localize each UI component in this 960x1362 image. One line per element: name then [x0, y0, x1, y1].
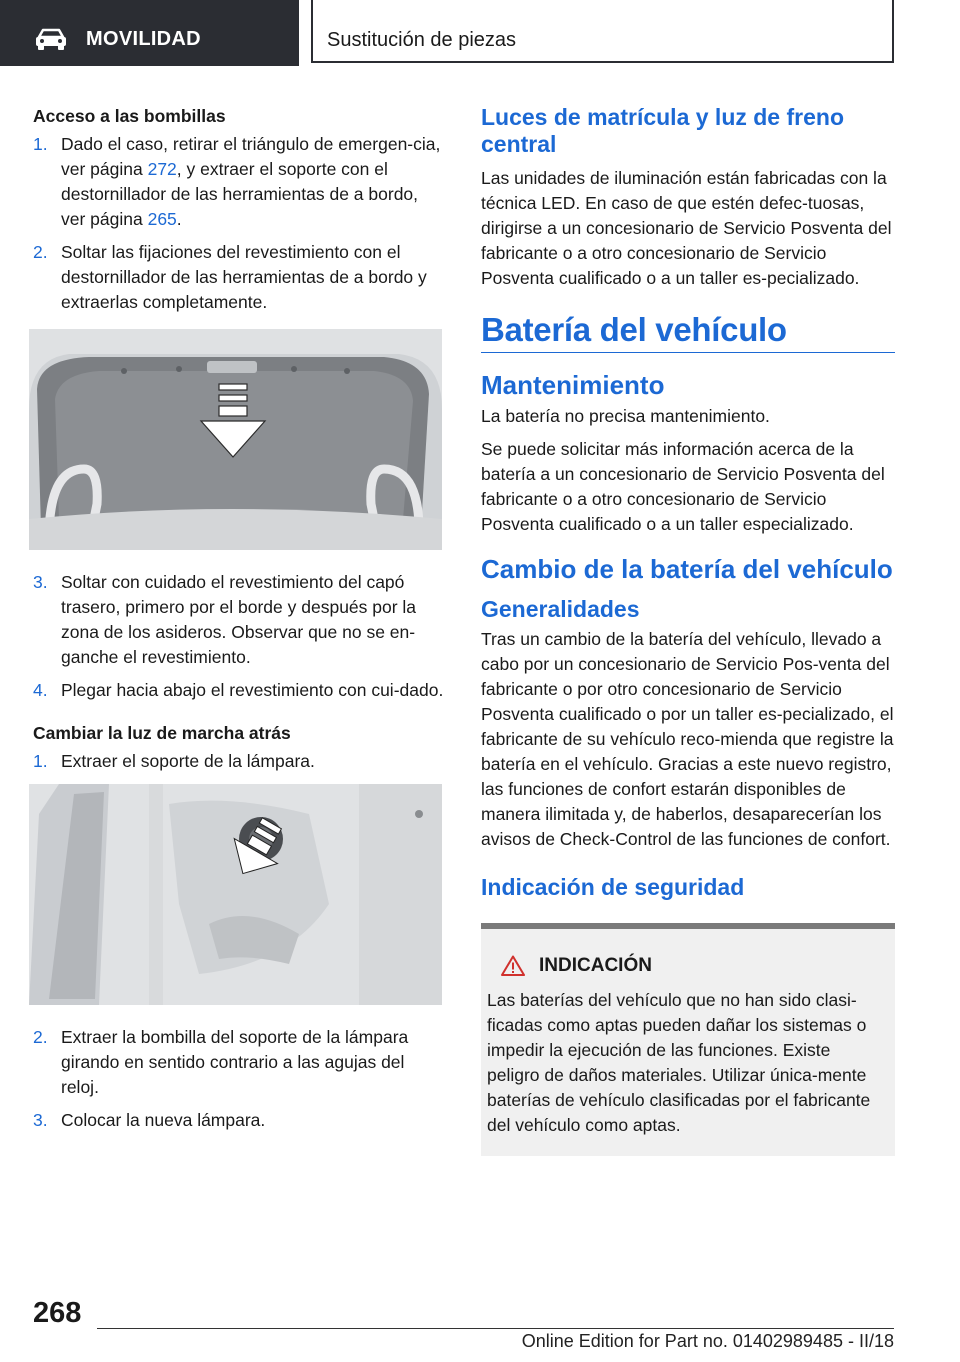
- step-text: .: [176, 209, 182, 229]
- notice-box: [481, 923, 895, 1156]
- section-header: [0, 0, 299, 66]
- step-text: Soltar las fijaciones del revestimiento con el destornillador de las herramientas de a bordo y extraerlas completamente.: [61, 242, 427, 312]
- step-text: Extraer el soporte de la lámpara.: [61, 751, 315, 771]
- notice-text: Las baterías del vehículo que no han sido clasi-ficadas como aptas pueden dañar los sistemas o impedir la ejecución de las funciones. Existe peligro de daños materiales. Utilizar única-mente baterías de vehículo clasificadas por el fabricante del vehículo como aptas.: [487, 990, 871, 1135]
- subsection-title: Sustitución de piezas: [327, 29, 517, 51]
- step-number: 3.: [33, 572, 48, 592]
- maintenance-text-2: Se puede solicitar más información acerca de la batería a un concesionario de Servicio Posventa del fabricante o a otro concesionario de Servicio Posventa cualificado o a un taller especializado.: [481, 439, 885, 534]
- list-item: [33, 240, 446, 315]
- left-column: [33, 104, 446, 1141]
- step-text: Colocar la nueva lámpara.: [61, 1110, 266, 1130]
- step-number: 1.: [33, 751, 48, 771]
- step-number: 2.: [33, 242, 48, 262]
- battery-title: Batería del vehículo: [481, 317, 895, 353]
- trunk-lid-illustration: [29, 329, 442, 550]
- warning-triangle-icon: [501, 955, 525, 976]
- steps-list: [33, 570, 446, 703]
- step-text: Soltar con cuidado el revestimiento del capó trasero, primero por el borde y después por la zona de los asideros. Observar que no se en-ganche el revestimiento.: [61, 572, 417, 667]
- lamp-holder-illustration: [29, 784, 442, 1005]
- subsection-header: [311, 0, 894, 63]
- step-text: Extraer la bombilla del soporte de la lámpara girando en sentido contrario a las agujas del reloj.: [61, 1027, 409, 1097]
- safety-title: Indicación de seguridad: [481, 874, 745, 900]
- page-link-265[interactable]: 265: [147, 209, 177, 229]
- edition-note: Online Edition for Part no. 01402989485 - II/18: [521, 1331, 894, 1351]
- step-text: Plegar hacia abajo el revestimiento con cui-dado.: [61, 680, 444, 700]
- list-item: [33, 132, 446, 232]
- car-front-icon: [34, 28, 68, 50]
- step-number: 4.: [33, 680, 48, 700]
- steps-list: [33, 132, 446, 315]
- list-item: [33, 749, 446, 774]
- plate-lights-text: Las unidades de iluminación están fabricadas con la técnica LED. En caso de que estén defec-tuosas, dirigirse a un concesionario de Servicio Posventa del fabricante o a otro concesionario de Servicio Posventa cualificado o a un taller es-pecializado.: [481, 168, 892, 288]
- list-item: [33, 1025, 446, 1100]
- steps-list: [33, 1025, 446, 1133]
- general-text: Tras un cambio de la batería del vehículo, llevado a cabo por un concesionario de Servicio Pos-venta del fabricante o por otro concesionario de Servicio Posventa cualificado o por un taller es-pecializado, el fabricante de su vehículo reco-mienda que registre la batería en el vehículo. Gracias a este nuevo registro, las funciones de confort estarán disponibles de manera ilimitada y, de haberlos, desaparecerían los avisos de Check-Control de las funciones de confort.: [481, 629, 894, 849]
- notice-heading: [501, 953, 885, 978]
- plate-lights-title: Luces de matrícula y luz de freno central: [481, 104, 844, 157]
- list-item: [33, 1108, 446, 1133]
- general-title: Generalidades: [481, 596, 640, 622]
- reverse-light-title: Cambiar la luz de marcha atrás: [33, 723, 291, 743]
- section-title: MOVILIDAD: [86, 28, 201, 50]
- page-number: 268: [33, 1297, 82, 1329]
- step-text: , y extraer el soporte con el destornillador de las herramientas de a bordo, ver página: [61, 159, 419, 229]
- step-number: 2.: [33, 1027, 48, 1047]
- footer-rule: [97, 1328, 894, 1329]
- access-title: Acceso a las bombillas: [33, 106, 226, 126]
- step-text: Dado el caso, retirar el triángulo de emergen-cia, ver página: [61, 134, 441, 179]
- page-link-272[interactable]: 272: [147, 159, 177, 179]
- notice-title: INDICACIÓN: [539, 955, 652, 976]
- list-item: [33, 570, 446, 670]
- battery-change-title: Cambio de la batería del vehículo: [481, 554, 893, 584]
- right-column: [481, 104, 895, 1156]
- list-item: [33, 678, 446, 703]
- maintenance-title: Mantenimiento: [481, 370, 665, 400]
- step-number: 1.: [33, 134, 48, 154]
- maintenance-text-1: La batería no precisa mantenimiento.: [481, 406, 770, 426]
- steps-list: [33, 749, 446, 774]
- step-number: 3.: [33, 1110, 48, 1130]
